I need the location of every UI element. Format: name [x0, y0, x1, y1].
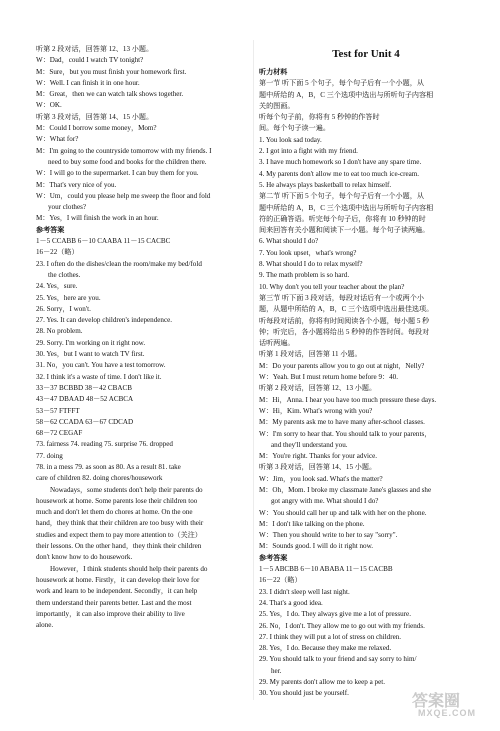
text-line: housework at home. Firstly，it can develop their love for: [36, 575, 200, 584]
text-line: W：Then you should write to her to say "sorry".: [259, 531, 398, 540]
text-line: M：Oh，Mom. I broke my classmate Jane's glasses and she: [259, 485, 432, 494]
text-line: However，I think students should help their parents do: [50, 564, 208, 573]
text-line: 77. doing: [36, 451, 63, 460]
text-line: 2. I got into a fight with my friend.: [259, 147, 358, 156]
text-line: M：My parents ask me to have many after-school classes.: [259, 418, 425, 427]
text-line: 9. The math problem is so hard.: [259, 271, 350, 280]
text-line: M：I don't like talking on the phone.: [259, 519, 365, 528]
text-line: M：Great，then we can watch talk shows together.: [36, 90, 184, 99]
text-line: 符的正确答语。听完每个句子后，你将有 10 秒钟的时: [259, 214, 426, 223]
text-line: 24. That's a good idea.: [259, 598, 323, 607]
text-line: M：Hi，Anna. I hear you have too much pressure these days.: [259, 395, 437, 404]
text-line: much and don't let them do chores at home. On the one: [36, 508, 193, 517]
text-line: W：OK.: [36, 101, 62, 110]
text-line: 23. I often do the dishes/clean the room/make my bed/fold: [36, 259, 202, 268]
text-line: W：Well. I can finish it in one hour.: [36, 78, 140, 87]
text-line: care of children 82. doing chores/housework: [36, 474, 163, 483]
text-line: and they'll understand you.: [271, 440, 348, 449]
text-line: 31. No，you can't. You have a test tomorrow.: [36, 361, 166, 370]
text-line: 题，从题中所给的 A，B，C 三个选项中选出最佳选项。: [259, 305, 434, 314]
text-line: 听第 2 段对话，回答第 12、13 小题。: [36, 45, 154, 53]
text-line: 第一节 听下面 5 个句子，每个句子后有一个小题，从: [259, 79, 424, 88]
text-line: alone.: [36, 621, 54, 630]
text-line: 话听两遍。: [259, 339, 295, 348]
text-line: 间。每个句子读一遍。: [259, 124, 330, 133]
text-line: 26. No，I don't. They allow me to go out with my friends.: [259, 621, 425, 630]
text-line: need to buy some food and books for the children there.: [48, 157, 207, 166]
text-line: 53－57 FTFFT: [36, 406, 80, 415]
text-line: 78. in a mess 79. as soon as 80. As a result 81. take: [36, 462, 181, 471]
text-line: 58－62 CCADA 63－67 CDCAD: [36, 417, 134, 426]
text-line: W：Dad，could I watch TV tonight?: [36, 56, 144, 65]
text-line: your clothes?: [48, 203, 87, 212]
text-line: Nowadays，some students don't help their parents do: [50, 485, 203, 494]
text-line: 27. Yes. It can develop children's independence.: [36, 316, 173, 325]
text-line: W：I'm sorry to hear that. You should talk to your parents，: [259, 429, 432, 438]
text-line: M：Sure，but you must finish your homework first.: [36, 67, 187, 76]
text-line: 29. Sorry. I'm working on it right now.: [36, 338, 146, 347]
text-line: 29. My parents don't allow me to keep a pet.: [259, 678, 385, 687]
text-line: 23. I didn't sleep well last night.: [259, 587, 350, 596]
column-divider: [253, 40, 254, 700]
text-line: 25. Yes，here are you.: [36, 293, 101, 302]
text-line: M：I'm going to the countryside tomorrow with my friends. I: [36, 146, 212, 155]
text-line: 听力材料: [259, 68, 288, 76]
text-line: 题中所给的 A，B，C 三个选项中选出与所听句子内容相: [259, 203, 434, 212]
text-line: 27. I think they will put a lot of stress on children.: [259, 632, 402, 641]
text-line: 68－72 CEGAF: [36, 429, 83, 438]
text-line: 29. You should talk to your friend and say sorry to him/: [259, 655, 417, 664]
text-line: 关的图画。: [259, 101, 295, 110]
text-line: hand，they think that their children are too busy with their: [36, 519, 204, 528]
text-line: W：What for?: [36, 135, 79, 144]
text-line: 参考答案: [259, 553, 288, 562]
text-line: W：Yeah. But I must return home before 9：40.: [259, 373, 398, 382]
text-line: 28. No problem.: [36, 327, 83, 336]
text-line: importantly，it can also improve their ability to live: [36, 609, 185, 618]
text-line: 30. You should just be yourself.: [259, 689, 349, 698]
text-line: 6. What should I do?: [259, 237, 319, 246]
text-line: 3. I have much homework so I don't have any spare time.: [259, 158, 422, 167]
watermark-logo: 答案圈: [412, 693, 461, 710]
text-line: 1. You look sad today.: [259, 135, 322, 144]
text-line: her.: [271, 666, 282, 675]
text-line: M：Sounds good. I will do it right now.: [259, 542, 374, 551]
right-column: [259, 44, 473, 700]
text-line: 听第 3 段对话，回答第 14、15 小题。: [36, 112, 154, 121]
text-line: 1－5 ABCBB 6－10 ABABA 11－15 CACBB: [259, 565, 393, 574]
text-line: M：You're right. Thanks for your advice.: [259, 452, 378, 461]
text-line: 听第 2 段对话，回答第 12、13 小题。: [259, 384, 377, 393]
text-line: 听第 3 段对话，回答第 14、15 小题。: [259, 463, 377, 472]
text-line: 第三节 听下面 3 段对话，每段对话后有一个或两个小: [259, 293, 424, 302]
text-line: 24. Yes，sure.: [36, 282, 78, 291]
text-line: 4. My parents don't allow me to eat too much ice-cream.: [259, 169, 420, 178]
text-line: 16－22（略）: [259, 576, 302, 585]
left-column: [36, 44, 250, 631]
text-line: 听第 1 段对话，回答第 11 小题。: [259, 350, 362, 359]
text-line: 8. What should I do to relax myself?: [259, 260, 363, 269]
text-line: M：Do your parents allow you to go out at night，Nelly?: [259, 361, 425, 370]
unit-title: Test for Unit 4: [332, 48, 400, 60]
text-line: 30. Yes，but I want to watch TV first.: [36, 350, 145, 359]
text-line: 73. fairness 74. reading 75. surprise 76. dropped: [36, 440, 173, 449]
text-line: housework at home. Some parents lose their children too: [36, 496, 198, 505]
text-line: 43－47 DBAAD 48－52 ACBCA: [36, 395, 134, 404]
text-line: studies and expect them to pay more attention to（关注）: [36, 530, 202, 539]
text-line: 33－37 BCBBD 38－42 CBACB: [36, 383, 132, 392]
text-line: 钟；听完后，各小题将给出 5 秒钟的作答时间。每段对: [259, 327, 430, 336]
text-line: 题中所给的 A，B，C 三个选项中选出与所听句子内容相: [259, 90, 434, 99]
text-line: 25. Yes，I do. They always give me a lot of pressure.: [259, 610, 411, 619]
text-line: W：You should call her up and talk with her on the phone.: [259, 508, 427, 517]
text-line: 第二节 听下面 5 个句子，每个句子后有一个小题，从: [259, 192, 424, 201]
text-line: M：Could I borrow some money，Mom?: [36, 124, 157, 133]
right-column-body: [259, 67, 473, 700]
text-line: 5. He always plays basketball to relax himself.: [259, 180, 392, 189]
text-line: M：Yes，I will finish the work in an hour.: [36, 214, 159, 223]
text-line: M：That's very nice of you.: [36, 180, 117, 189]
text-line: don't know how to do housework.: [36, 553, 133, 562]
text-line: work and learn to be independent. Secondly，it can help: [36, 587, 198, 596]
text-line: W：Jim，you look sad. What's the matter?: [259, 474, 383, 483]
text-line: 7. You look upset，what's wrong?: [259, 248, 357, 257]
text-line: got angry with me. What should I do?: [271, 497, 379, 506]
text-line: 26. Sorry，I won't.: [36, 304, 91, 313]
text-line: 28. Yes，I do. Because they make me relaxed.: [259, 644, 392, 653]
text-line: their lessons. On the other hand，they think their children: [36, 542, 202, 551]
text-line: W：Um，could you please help me sweep the floor and fold: [36, 191, 211, 200]
text-line: the clothes.: [48, 270, 81, 279]
text-line: 10. Why don't you tell your teacher about the plan?: [259, 282, 405, 291]
text-line: 1－5 CCABB 6－10 CAABA 11－15 CACBC: [36, 237, 171, 246]
text-line: 参考答案: [36, 225, 65, 234]
text-line: W：I will go to the supermarket. I can buy them for you.: [36, 169, 199, 178]
text-line: 听每个句子前，你将有 5 秒钟的作答时: [259, 113, 380, 122]
text-line: 16－22（略）: [36, 248, 79, 257]
text-line: 听每段对话前，你将有时间阅读各个小题，每小题 5 秒: [259, 316, 430, 325]
watermark-url: MXQE.COM: [418, 708, 477, 718]
text-line: 间来回答有关小题和阅读下一小题。每个句子读两遍。: [259, 226, 430, 235]
text-line: W：Hi，Kim. What's wrong with you?: [259, 406, 373, 415]
text-line: 32. I think it's a waste of time. I don't like it.: [36, 372, 162, 381]
text-line: them understand their parents better. Last and the most: [36, 598, 192, 607]
